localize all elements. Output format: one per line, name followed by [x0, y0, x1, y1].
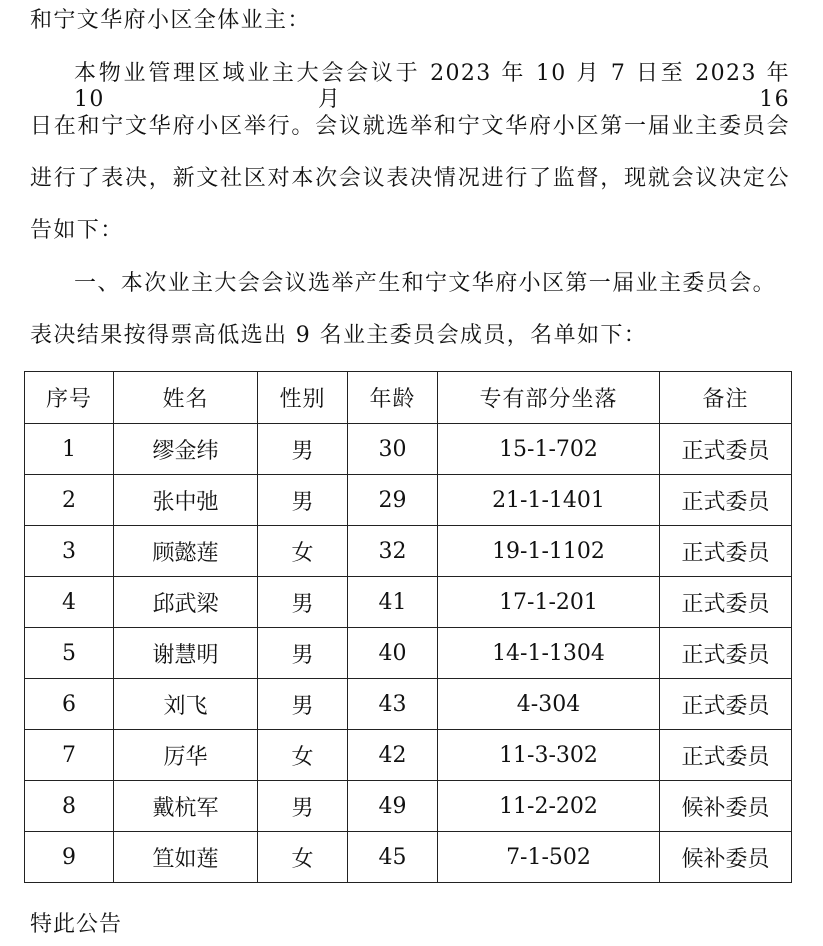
cell-age: 43: [348, 679, 438, 730]
cell-name: 刘飞: [114, 679, 258, 730]
header-remark: 备注: [660, 372, 792, 424]
table-header-row: [25, 372, 792, 424]
cell-age: 40: [348, 628, 438, 679]
cell-age: 49: [348, 781, 438, 832]
paragraph1-line3: 进行了表决，新文社区对本次会议表决情况进行了监督，现就会议决定公: [30, 166, 790, 191]
cell-name: 戴杭军: [114, 781, 258, 832]
cell-index: 1: [25, 424, 114, 475]
cell-unit: 21-1-1401: [438, 475, 660, 526]
cell-name: 邱武梁: [114, 577, 258, 628]
cell-remark: 正式委员: [660, 679, 792, 730]
cell-index: 6: [25, 679, 114, 730]
cell-age: 41: [348, 577, 438, 628]
cell-unit: 11-3-302: [438, 730, 660, 781]
cell-name: 缪金纬: [114, 424, 258, 475]
cell-gender: 男: [258, 577, 348, 628]
cell-unit: 11-2-202: [438, 781, 660, 832]
cell-name: 厉华: [114, 730, 258, 781]
cell-remark: 正式委员: [660, 424, 792, 475]
cell-index: 4: [25, 577, 114, 628]
cell-remark: 候补委员: [660, 832, 792, 883]
table-row: [25, 628, 792, 679]
table-row: [25, 526, 792, 577]
member-table: [24, 371, 792, 883]
cell-name: 张中弛: [114, 475, 258, 526]
header-name: 姓名: [114, 372, 258, 424]
cell-index: 3: [25, 526, 114, 577]
cell-gender: 女: [258, 730, 348, 781]
salutation: 和宁文华府小区全体业主：: [30, 8, 311, 33]
cell-gender: 男: [258, 679, 348, 730]
cell-name: 顾懿莲: [114, 526, 258, 577]
cell-unit: 15-1-702: [438, 424, 660, 475]
cell-unit: 14-1-1304: [438, 628, 660, 679]
cell-remark: 正式委员: [660, 730, 792, 781]
paragraph2-line2: 表决结果按得票高低选出 9 名业主委员会成员，名单如下：: [30, 323, 648, 348]
table-row: [25, 577, 792, 628]
cell-unit: 4-304: [438, 679, 660, 730]
cell-index: 2: [25, 475, 114, 526]
cell-remark: 正式委员: [660, 526, 792, 577]
header-gender: 性别: [258, 372, 348, 424]
header-index: 序号: [25, 372, 114, 424]
cell-gender: 男: [258, 475, 348, 526]
cell-gender: 男: [258, 628, 348, 679]
cell-gender: 男: [258, 424, 348, 475]
paragraph2-line1: 一、本次业主大会会议选举产生和宁文华府小区第一届业主委员会。: [74, 271, 777, 296]
cell-unit: 7-1-502: [438, 832, 660, 883]
cell-remark: 候补委员: [660, 781, 792, 832]
cell-gender: 女: [258, 526, 348, 577]
cell-unit: 17-1-201: [438, 577, 660, 628]
header-age: 年龄: [348, 372, 438, 424]
paragraph1-line1: 本物业管理区域业主大会会议于 2023 年 10 月 7 日至 2023 年 10 月 16: [74, 61, 790, 112]
cell-remark: 正式委员: [660, 577, 792, 628]
table-row: [25, 424, 792, 475]
table-row: [25, 730, 792, 781]
table-row: [25, 832, 792, 883]
cell-remark: 正式委员: [660, 475, 792, 526]
cell-index: 9: [25, 832, 114, 883]
cell-age: 30: [348, 424, 438, 475]
paragraph1-line4: 告如下：: [30, 218, 124, 243]
table-row: [25, 475, 792, 526]
cell-name: 谢慧明: [114, 628, 258, 679]
member-rows: [25, 424, 792, 883]
cell-name: 笪如莲: [114, 832, 258, 883]
cell-index: 5: [25, 628, 114, 679]
table-row: [25, 781, 792, 832]
cell-index: 8: [25, 781, 114, 832]
table-row: [25, 679, 792, 730]
cell-age: 29: [348, 475, 438, 526]
cell-age: 45: [348, 832, 438, 883]
cell-age: 42: [348, 730, 438, 781]
cell-remark: 正式委员: [660, 628, 792, 679]
closing-text: 特此公告: [30, 912, 123, 937]
cell-age: 32: [348, 526, 438, 577]
cell-unit: 19-1-1102: [438, 526, 660, 577]
header-unit: 专有部分坐落: [438, 372, 660, 424]
paragraph1-line2: 日在和宁文华府小区举行。会议就选举和宁文华府小区第一届业主委员会: [30, 114, 790, 139]
cell-index: 7: [25, 730, 114, 781]
cell-gender: 男: [258, 781, 348, 832]
cell-gender: 女: [258, 832, 348, 883]
